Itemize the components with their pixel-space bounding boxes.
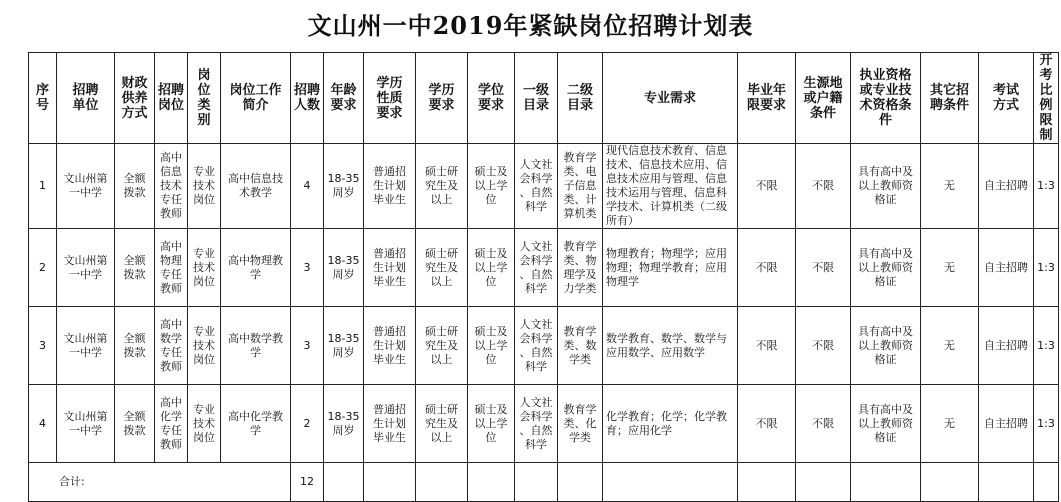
table-cell: 全额 拨款: [115, 385, 155, 463]
table-cell: 高中 信息 技术 专任 教师: [155, 144, 188, 229]
header-cell: 生源地 或户籍 条件: [796, 53, 851, 144]
table-cell: 教育学 类、电 子信息 类、计 算机类: [558, 144, 603, 229]
table-cell: 自主招聘: [979, 385, 1034, 463]
table-cell: 无: [921, 307, 979, 385]
header-cell: 学历 性质 要求: [364, 53, 416, 144]
total-row: [29, 463, 1059, 502]
table-cell: 3: [29, 307, 57, 385]
table-cell: 硕士及 以上学 位: [468, 385, 515, 463]
table-cell: 教育学 类、数 学类: [558, 307, 603, 385]
table-cell: 4: [29, 385, 57, 463]
table-cell: 3: [291, 307, 324, 385]
table-cell: 人文社 会科学 、自然 科学: [515, 307, 558, 385]
table-cell: 硕士及 以上学 位: [468, 144, 515, 229]
table-row: [29, 385, 1059, 463]
table-cell: 现代信息技术教育、信息 技术、信息技术应用、信 息技术应用与管理、信息 技术运用与管理、信息科 学技术、计算机类（二级 所有）: [603, 144, 738, 229]
table-cell: 高中 物理 专任 教师: [155, 229, 188, 307]
table-cell: 1:3: [1034, 307, 1059, 385]
header-cell: 年龄 要求: [324, 53, 364, 144]
table-cell: 不限: [796, 385, 851, 463]
table-cell: 不限: [796, 144, 851, 229]
table-cell: 1:3: [1034, 385, 1059, 463]
header-cell: 学位 要求: [468, 53, 515, 144]
table-cell: 无: [921, 385, 979, 463]
table-cell: 硕士研 究生及 以上: [416, 144, 468, 229]
table-cell: [416, 463, 468, 502]
table-cell: 硕士及 以上学 位: [468, 229, 515, 307]
header-row: [29, 53, 1059, 144]
table-cell: 专业 技术 岗位: [188, 144, 221, 229]
header-cell: 序 号: [29, 53, 57, 144]
table-row: [29, 144, 1059, 229]
table-cell: 文山州第 一中学: [57, 229, 115, 307]
table-cell: 教育学 类、物 理学及 力学类: [558, 229, 603, 307]
table-cell: 普通招 生计划 毕业生: [364, 229, 416, 307]
table-cell: 教育学 类、化 学类: [558, 385, 603, 463]
table-cell: 不限: [738, 144, 796, 229]
table-cell: 不限: [738, 385, 796, 463]
table-cell: 18-35 周岁: [324, 229, 364, 307]
table-cell: 自主招聘: [979, 144, 1034, 229]
table-cell: 自主招聘: [979, 307, 1034, 385]
table-cell: 高中物理教 学: [221, 229, 291, 307]
header-cell: 岗位工作 简介: [221, 53, 291, 144]
table-cell: [603, 463, 738, 502]
table-cell: [738, 463, 796, 502]
header-cell: 学历 要求: [416, 53, 468, 144]
header-cell: 开考 比例 限制: [1034, 53, 1059, 144]
table-cell: 全额 拨款: [115, 144, 155, 229]
page-title: 文山州一中2019年紧缺岗位招聘计划表: [307, 11, 754, 40]
table-cell: 不限: [738, 307, 796, 385]
table-cell: 全额 拨款: [115, 229, 155, 307]
table-cell: 硕士研 究生及 以上: [416, 385, 468, 463]
table-cell: 2: [291, 385, 324, 463]
table-cell: 专业 技术 岗位: [188, 307, 221, 385]
table-cell: 硕士研 究生及 以上: [416, 229, 468, 307]
table-cell: 4: [291, 144, 324, 229]
header-cell: 财政 供养 方式: [115, 53, 155, 144]
table-cell: [921, 463, 979, 502]
total-value: 12: [291, 463, 324, 502]
header-cell: 其它招 聘条件: [921, 53, 979, 144]
total-label: 合计:: [29, 463, 291, 502]
table-cell: [558, 463, 603, 502]
table-cell: 数学教育、数学、数学与 应用数学、应用数学: [603, 307, 738, 385]
table-cell: 人文社 会科学 、自然 科学: [515, 385, 558, 463]
table-cell: 具有高中及 以上教师资 格证: [851, 144, 921, 229]
table-cell: 物理教育；物理学；应用 物理；物理学教育；应用 物理学: [603, 229, 738, 307]
table-cell: 高中信息技 术教学: [221, 144, 291, 229]
table-cell: 高中 化学 专任 教师: [155, 385, 188, 463]
header-cell: 执业资格 或专业技 术资格条 件: [851, 53, 921, 144]
table-cell: 高中化学教 学: [221, 385, 291, 463]
table-cell: 高中数学教 学: [221, 307, 291, 385]
table-cell: [515, 463, 558, 502]
table-row: [29, 307, 1059, 385]
table-cell: 18-35 周岁: [324, 144, 364, 229]
table-cell: 高中 数学 专任 教师: [155, 307, 188, 385]
table-cell: 专业 技术 岗位: [188, 385, 221, 463]
table-cell: 不限: [796, 307, 851, 385]
table-cell: 自主招聘: [979, 229, 1034, 307]
recruitment-plan-table: [28, 52, 1059, 502]
table-cell: 文山州第 一中学: [57, 144, 115, 229]
table-cell: 人文社 会科学 、自然 科学: [515, 144, 558, 229]
table-cell: 文山州第 一中学: [57, 385, 115, 463]
table-cell: 普通招 生计划 毕业生: [364, 144, 416, 229]
table-cell: 18-35 周岁: [324, 385, 364, 463]
table-cell: 普通招 生计划 毕业生: [364, 385, 416, 463]
header-cell: 考试 方式: [979, 53, 1034, 144]
table-cell: [364, 463, 416, 502]
table-cell: 具有高中及 以上教师资 格证: [851, 229, 921, 307]
table-cell: 硕士研 究生及 以上: [416, 307, 468, 385]
header-cell: 专业需求: [603, 53, 738, 144]
header-cell: 招聘 岗位: [155, 53, 188, 144]
header-cell: 一级 目录: [515, 53, 558, 144]
header-cell: 招聘 人数: [291, 53, 324, 144]
table-row: [29, 229, 1059, 307]
table-cell: 1:3: [1034, 144, 1059, 229]
table-cell: 不限: [738, 229, 796, 307]
table-cell: 硕士及 以上学 位: [468, 307, 515, 385]
table-cell: 不限: [796, 229, 851, 307]
table-cell: [468, 463, 515, 502]
table-cell: 普通招 生计划 毕业生: [364, 307, 416, 385]
table-cell: 18-35 周岁: [324, 307, 364, 385]
table-cell: [324, 463, 364, 502]
table-cell: 1: [29, 144, 57, 229]
table-cell: 化学教育；化学；化学教 育；应用化学: [603, 385, 738, 463]
table-cell: 具有高中及 以上教师资 格证: [851, 385, 921, 463]
header-cell: 岗 位 类 别: [188, 53, 221, 144]
table-cell: 无: [921, 229, 979, 307]
table-cell: 无: [921, 144, 979, 229]
header-cell: 毕业年 限要求: [738, 53, 796, 144]
table-cell: 具有高中及 以上教师资 格证: [851, 307, 921, 385]
table-cell: [851, 463, 921, 502]
header-cell: 二级 目录: [558, 53, 603, 144]
table-cell: 人文社 会科学 、自然 科学: [515, 229, 558, 307]
table-cell: [796, 463, 851, 502]
table-cell: 专业 技术 岗位: [188, 229, 221, 307]
header-cell: 招聘 单位: [57, 53, 115, 144]
table-cell: [1034, 463, 1059, 502]
table-cell: [979, 463, 1034, 502]
table-cell: 1:3: [1034, 229, 1059, 307]
table-cell: 文山州第 一中学: [57, 307, 115, 385]
table-cell: 3: [291, 229, 324, 307]
table-cell: 2: [29, 229, 57, 307]
table-cell: 全额 拨款: [115, 307, 155, 385]
